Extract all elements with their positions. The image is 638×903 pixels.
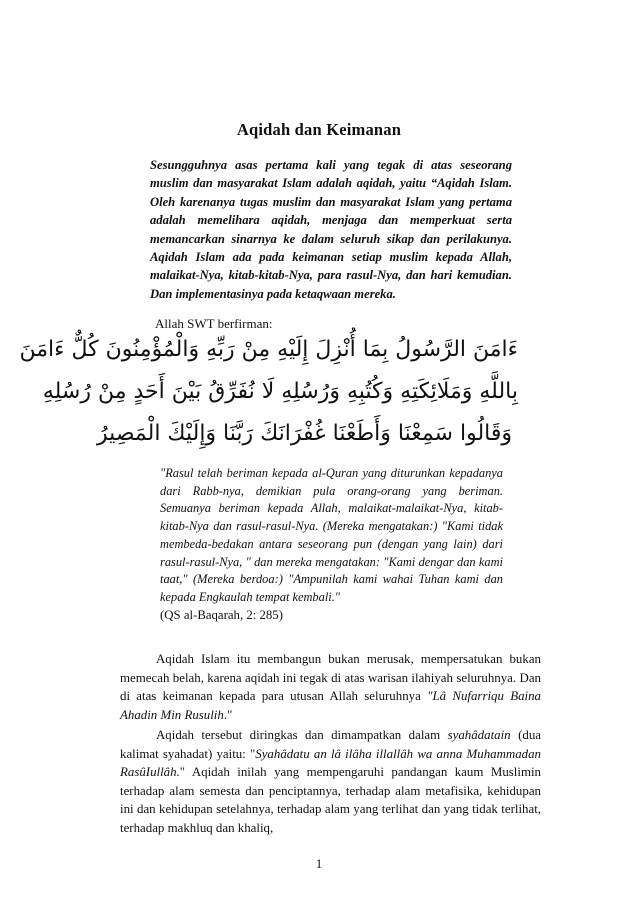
paragraph-2-text-a: Aqidah tersebut diringkas dan dimampatkan dalam [156,728,448,742]
body-paragraph-1 [120,650,541,724]
paragraph-2-text-c: " Aqidah inilah yang mempengaruhi pandangan kaum Muslimin terhadap alam semesta dan penciptannya, terhadap alam metafisika, kehidupan ini dan kehidupan setelahnya, terhadap alam yang terlihat dan yang tidak terlihat, terhadap makhluq dan khaliq, [120,765,541,835]
paragraph-2-term: syahâdatain [447,728,511,742]
paragraph-2-shahada: Syahâdatu an lâ ilâha illallâh wa anna Muhammadan RasûIullâh. [120,746,542,780]
paragraph-2-text-b: (dua kalimat syahadat) yaitu: " [120,728,541,761]
intro-line: Allah SWT berfirman: [155,316,273,331]
body-paragraph-2 [120,726,541,838]
page-number: 1 [315,857,323,871]
verse-citation: (QS al-Baqarah, 2: 285) [160,608,283,622]
paragraph-1-text: Aqidah Islam itu membangun bukan merusak, mempersatukan bukan memecah belah, karena aqidah ini tegak di atas warisan ilahiyah seluruhnya. Dan di atas keimanan kepada para utusan Allah seluruhnya [120,652,541,704]
arabic-verse-line-1: ءَامَنَ الرَّسُولُ بِمَا أُنْزِلَ إِلَيْهِ مِنْ رَبِّهِ وَالْمُؤْمِنُونَ كُلٌّ ءَامَنَ [19,337,518,362]
abstract-paragraph: Sesungguhnya asas pertama kali yang tegak di atas seseorang muslim dan masyarakat Islam adalah aqidah, yaitu “Aqidah Islam. Oleh karenanya tugas muslim dan masyarakat Islam yang pertama adalah memelihara aqidah, menjaga dan memperkuat serta memancarkan sinarnya ke dalam seluruh sikap dan perilakunya. Aqidah Islam ada pada keimanan setiap muslim kepada Allah, malaikat-Nya, kitab-kitab-Nya, para rasul-Nya, dan hari kemudian. Dan implementasinya pada ketaqwaan mereka. [150,158,512,301]
page-title: Aqidah dan Keimanan [236,120,402,139]
arabic-verse-line-2: بِاللَّهِ وَمَلَائِكَتِهِ وَكُتُبِهِ وَرُسُلِهِ لَا نُفَرِّقُ بَيْنَ أَحَدٍ مِنْ رُسُلِهِ [42,379,518,404]
paragraph-1-end: ." [223,707,233,722]
arabic-verse-line-3: وَقَالُوا سَمِعْنَا وَأَطَعْنَا غُفْرَانَكَ رَبَّنَا وَإِلَيْكَ الْمَصِيرُ [97,421,512,446]
paragraph-1-quote: "Lâ Nufarriqu Baina Ahadin Min Rusulih [120,689,541,722]
verse-translation: "Rasul telah beriman kepada al-Quran yang diturunkan kepadanya dari Rabb-nya, demikian pula orang-orang yang beriman. Semuanya beriman kepada Allah, malaikat-malaikat-Nya, kitab-kitab-Nya dan rasul-rasul-Nya. (Mereka mengatakan:) "Kami tidak membeda-bedakan antara seseorang pun (dengan yang lain) dari rasul-rasul-Nya, " dan mereka mengatakan: "Kami dengar dan kami taat," (Mereka berdoa:) "Ampunilah kami wahai Tuhan kami dan kepada Engkaulah tempat kembali." [160,466,503,604]
